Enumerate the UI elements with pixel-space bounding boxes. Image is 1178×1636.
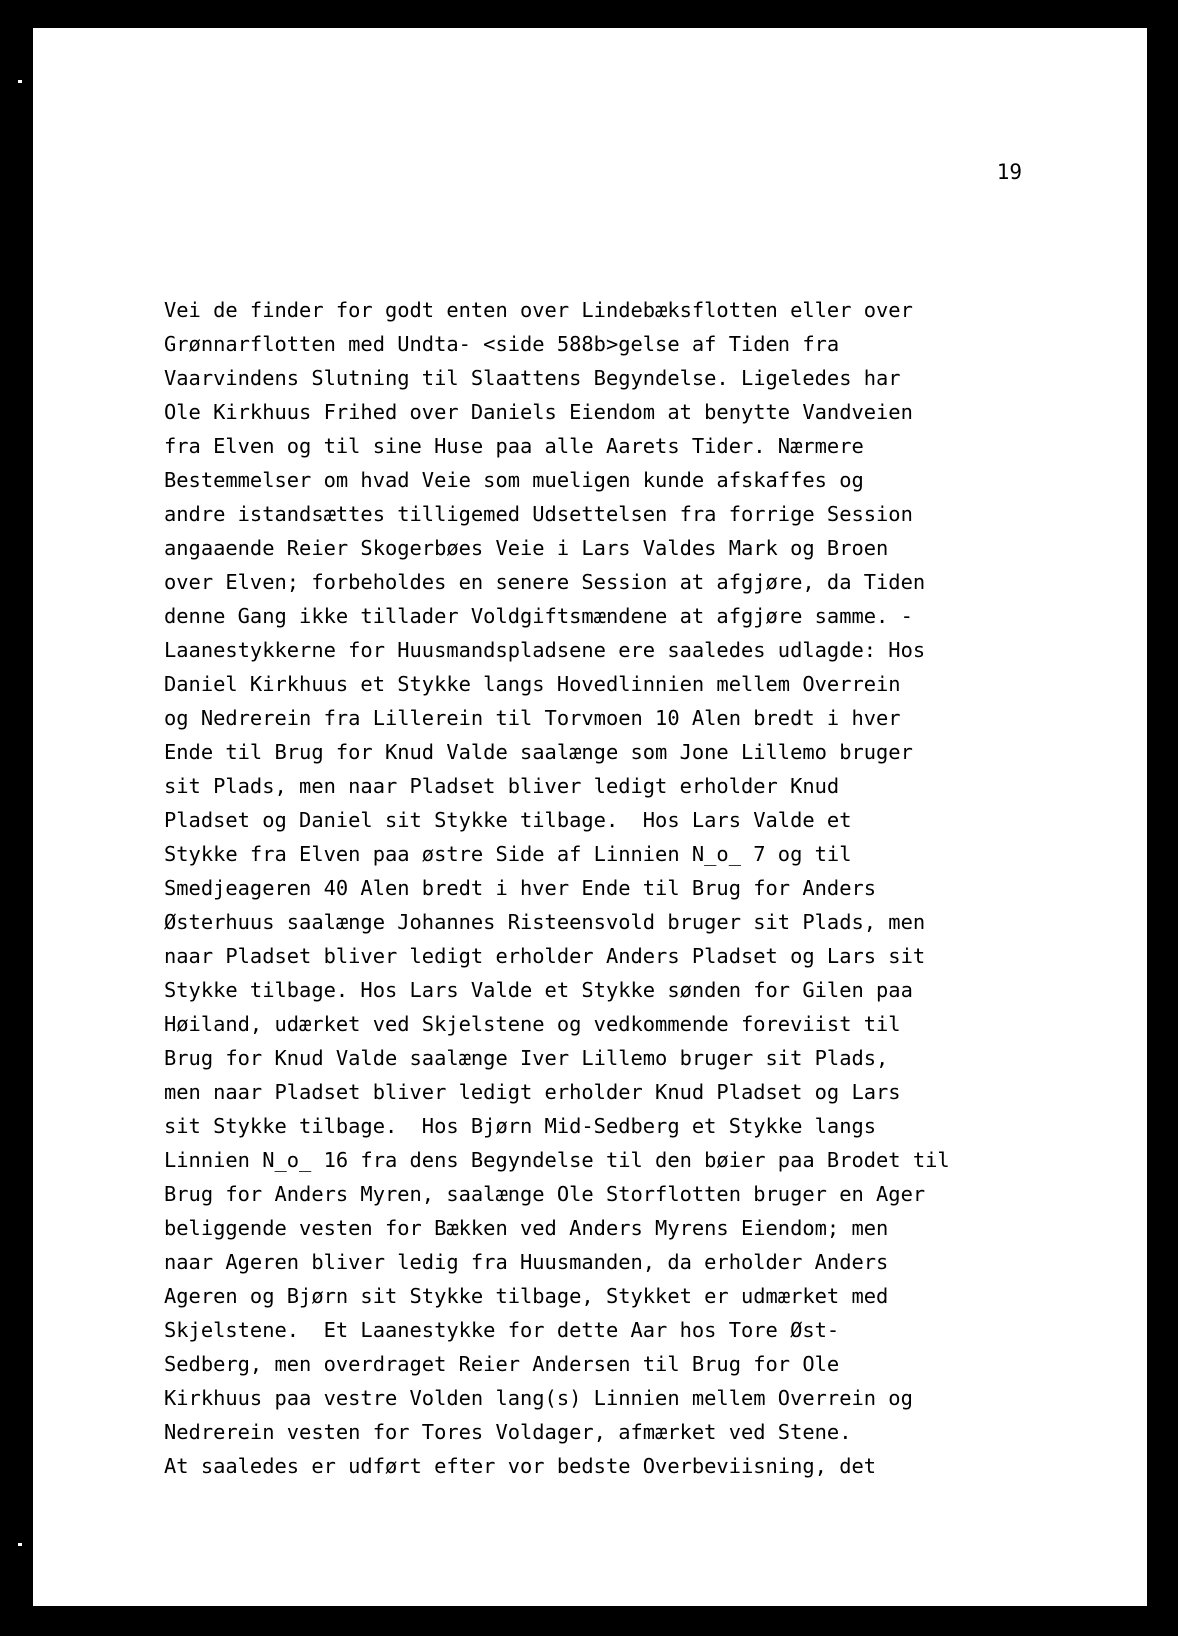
- text-line: Pladset og Daniel sit Stykke tilbage. Hos Lars Valde et: [164, 808, 852, 832]
- page-number: 19: [996, 160, 1022, 184]
- document-page: [33, 28, 1147, 1606]
- text-line: Daniel Kirkhuus et Stykke langs Hovedlinnien mellem Overrein: [164, 672, 901, 696]
- text-line: Kirkhuus paa vestre Volden lang(s) Linnien mellem Overrein og: [164, 1386, 913, 1410]
- text-line: Smedjeageren 40 Alen bredt i hver Ende til Brug for Anders: [164, 876, 877, 900]
- text-line: Stykke fra Elven paa østre Side af Linnien N̲o̲ 7 og til: [164, 842, 852, 866]
- text-line: Ole Kirkhuus Frihed over Daniels Eiendom at benytte Vandveien: [164, 400, 913, 424]
- scan-edge-mark-bottom: [18, 1543, 22, 1546]
- text-line: men naar Pladset bliver ledigt erholder Knud Pladset og Lars: [164, 1080, 901, 1104]
- text-line: Vaarvindens Slutning til Slaattens Begyndelse. Ligeledes har: [164, 366, 901, 390]
- text-line: fra Elven og til sine Huse paa alle Aarets Tider. Nærmere: [164, 434, 864, 458]
- text-line: Laanestykkerne for Huusmandspladsene ere saaledes udlagde: Hos: [164, 638, 926, 662]
- text-line: angaaende Reier Skogerbøes Veie i Lars Valdes Mark og Broen: [164, 536, 889, 560]
- text-line: beliggende vesten for Bækken ved Anders Myrens Eiendom; men: [164, 1216, 889, 1240]
- text-line: og Nedrerein fra Lillerein til Torvmoen 10 Alen bredt i hver: [164, 706, 901, 730]
- scan-edge-mark-top: [18, 80, 22, 83]
- text-line: denne Gang ikke tillader Voldgiftsmændene at afgjøre samme. -: [164, 604, 913, 628]
- text-line: Ende til Brug for Knud Valde saalænge som Jone Lillemo bruger: [164, 740, 913, 764]
- text-line: Bestemmelser om hvad Veie som mueligen kunde afskaffes og: [164, 468, 864, 492]
- text-line: sit Stykke tilbage. Hos Bjørn Mid-Sedberg et Stykke langs: [164, 1114, 877, 1138]
- text-line: Skjelstene. Et Laanestykke for dette Aar hos Tore Øst-: [164, 1318, 840, 1342]
- text-line: Nedrerein vesten for Tores Voldager, afmærket ved Stene.: [164, 1420, 852, 1444]
- text-line: naar Ageren bliver ledig fra Huusmanden, da erholder Anders: [164, 1250, 889, 1274]
- text-line: Høiland, udærket ved Skjelstene og vedkommende foreviist til: [164, 1012, 901, 1036]
- text-line: Sedberg, men overdraget Reier Andersen til Brug for Ole: [164, 1352, 840, 1376]
- body-text: [164, 293, 1064, 1483]
- text-line: naar Pladset bliver ledigt erholder Anders Pladset og Lars sit: [164, 944, 926, 968]
- text-line: Stykke tilbage. Hos Lars Valde et Stykke sønden for Gilen paa: [164, 978, 913, 1002]
- text-line: At saaledes er udført efter vor bedste Overbeviisning, det: [164, 1454, 877, 1478]
- text-line: Østerhuus saalænge Johannes Risteensvold bruger sit Plads, men: [164, 910, 926, 934]
- text-line: sit Plads, men naar Pladset bliver ledigt erholder Knud: [164, 774, 840, 798]
- text-line: over Elven; forbeholdes en senere Session at afgjøre, da Tiden: [164, 570, 926, 594]
- text-line: Linnien N̲o̲ 16 fra dens Begyndelse til den bøier paa Brodet til: [164, 1148, 950, 1172]
- text-line: Vei de finder for godt enten over Lindebæksflotten eller over: [164, 298, 913, 322]
- text-line: Ageren og Bjørn sit Stykke tilbage, Stykket er udmærket med: [164, 1284, 889, 1308]
- text-line: Brug for Anders Myren, saalænge Ole Storflotten bruger en Ager: [164, 1182, 926, 1206]
- text-line: Grønnarflotten med Undta- <side 588b>gelse af Tiden fra: [164, 332, 840, 356]
- text-line: Brug for Knud Valde saalænge Iver Lillemo bruger sit Plads,: [164, 1046, 889, 1070]
- text-line: andre istandsættes tilligemed Udsettelsen fra forrige Session: [164, 502, 913, 526]
